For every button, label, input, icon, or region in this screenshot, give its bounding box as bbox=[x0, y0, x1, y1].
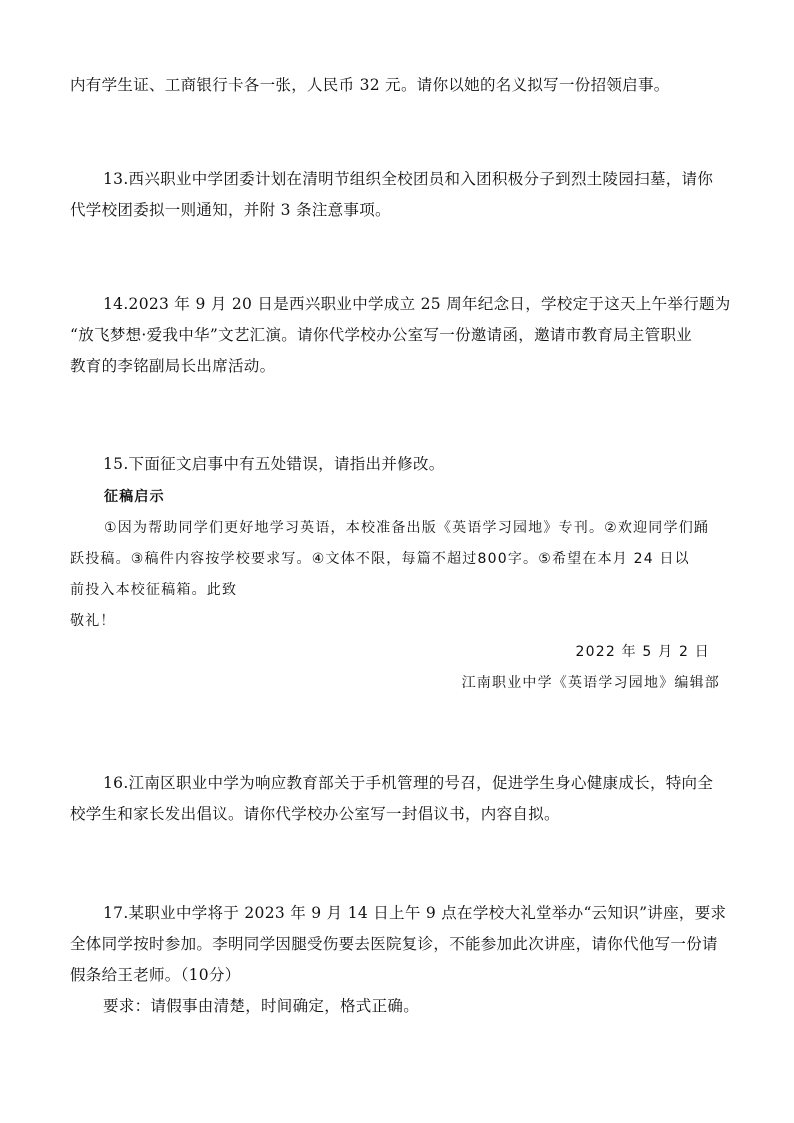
question-13-line2: 代学校团委拟一则通知，并附 3 条注意事项。 bbox=[70, 201, 391, 219]
notice-body-line2: 跃投稿。③稿件内容按学校要求写。④文体不限，每篇不超过800字。⑤希望在本月 24 日以 bbox=[70, 551, 690, 567]
question-17-requirement: 要求：请假事由清楚，时间确定，格式正确。 bbox=[103, 997, 420, 1015]
question-16-line1: 16.江南区职业中学为响应教育部关于手机管理的号召，促进学生身心健康成长，特向全 bbox=[103, 774, 714, 792]
notice-closing: 敬礼！ bbox=[70, 613, 116, 629]
notice-box bbox=[70, 482, 726, 699]
question-14-line1: 14.2023 年 9 月 20 日是西兴职业中学成立 25 周年纪念日，学校定于这天上午举行题为 bbox=[103, 295, 731, 313]
question-16-line2: 校学生和家长发出倡议。请你代学校办公室写一封倡议书，内容自拟。 bbox=[70, 805, 560, 823]
question-16 bbox=[70, 768, 726, 830]
question-13 bbox=[70, 164, 726, 226]
question-13-line1: 13.西兴职业中学团委计划在清明节组织全校团员和入团积极分子到烈土陵园扫墓，请你 bbox=[103, 170, 714, 188]
notice-signature: 江南职业中学《英语学习园地》编辑部 bbox=[461, 675, 720, 691]
question-17 bbox=[70, 898, 726, 1022]
notice-body-line3: 前投入本校征稿箱。此致 bbox=[70, 582, 238, 598]
question-15-prompt: 15.下面征文启事中有五处错误，请指出并修改。 bbox=[103, 455, 445, 473]
notice-body-line1: ①因为帮助同学们更好地学习英语，本校准备出版《英语学习园地》专刊。②欢迎同学们踊 bbox=[104, 520, 710, 536]
notice-date: 2022 年 5 月 2 日 bbox=[575, 644, 710, 660]
question-14 bbox=[70, 289, 731, 382]
notice-title: 征稿启示 bbox=[104, 489, 165, 505]
question-17-line2: 全体同学按时参加。李明同学因腿受伤要去医院复诊，不能参加此次讲座，请你代他写一份请 bbox=[70, 935, 718, 953]
question-12-tail bbox=[70, 70, 726, 101]
question-12-text: 内有学生证、工商银行卡各一张，人民币 32 元。请你以她的名义拟写一份招领启事。 bbox=[70, 76, 670, 94]
question-15 bbox=[70, 449, 726, 480]
question-17-line3: 假条给王老师。（10分） bbox=[70, 966, 241, 984]
question-14-line3: 教育的李铭副局长出席活动。 bbox=[70, 357, 276, 375]
question-14-line2: “放飞梦想·爱我中华”文艺汇演。请你代学校办公室写一份邀请函，邀请市教育局主管职业 bbox=[70, 326, 693, 344]
question-17-line1: 17.某职业中学将于 2023 年 9 月 14 日上午 9 点在学校大礼堂举办“云知识”讲座，要求 bbox=[103, 904, 727, 922]
